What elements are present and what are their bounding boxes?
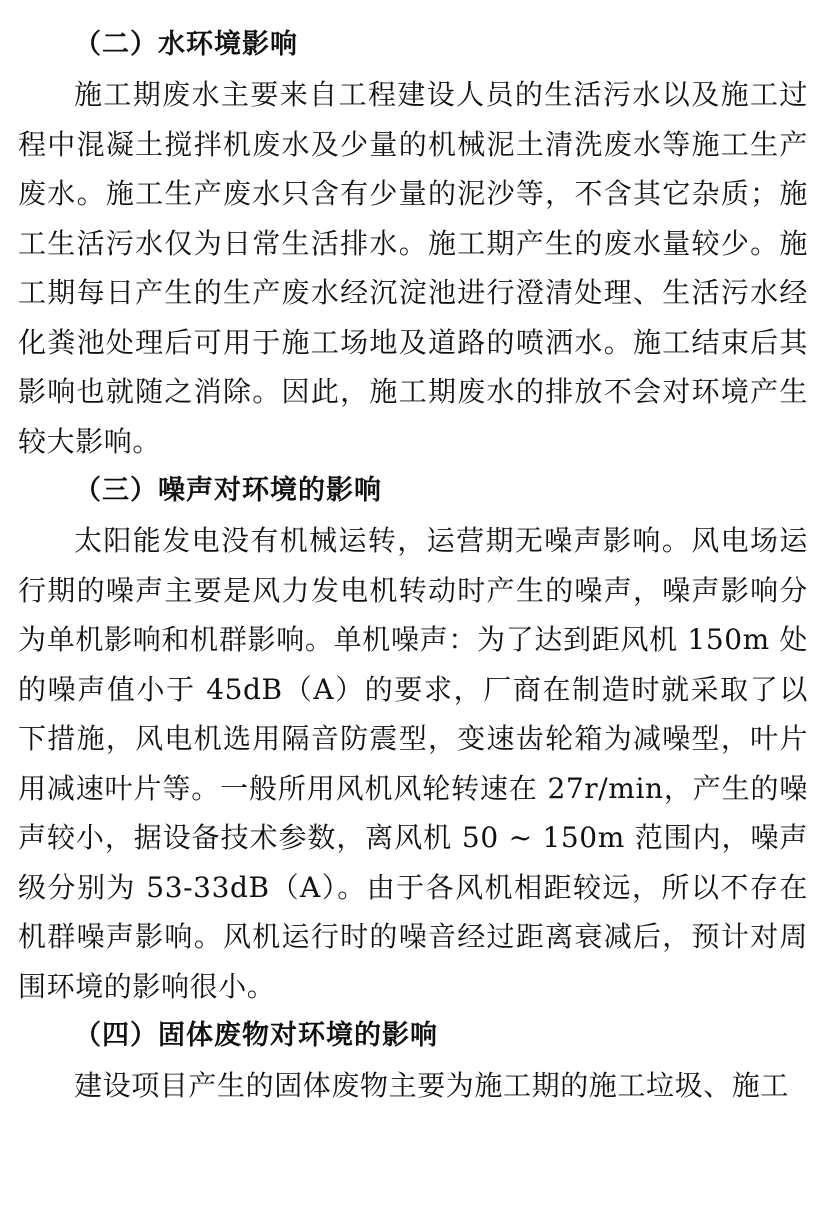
section-paragraph-solid-waste: 建设项目产生的固体废物主要为施工期的施工垃圾、施工 xyxy=(74,1069,790,1102)
section-paragraph-water: 施工期废水主要来自工程建设人员的生活污水以及施工过程中混凝土搅拌机废水及少量的机械泥土清洗废水等施工生产废水。施工生产废水只含有少量的泥沙等，不含其它杂质；施工生活污水仅为日常生活排水。施工期产生的废水量较少。施工期每日产生的生产废水经沉淀池进行澄清处理、生活污水经化粪池处理后可用于施工场地及道路的喷洒水。施工结束后其影响也就随之消除。因此，施工期废水的排放不会对环境产生较大影响。 xyxy=(18,78,808,458)
document-page xyxy=(18,20,808,1111)
section-solid-waste xyxy=(18,1011,808,1111)
section-water-environment xyxy=(18,20,808,466)
section-heading-water: （二）水环境影响 xyxy=(74,29,298,60)
section-noise-environment xyxy=(18,466,808,1011)
section-heading-solid-waste: （四）固体废物对环境的影响 xyxy=(74,1020,438,1051)
section-paragraph-noise: 太阳能发电没有机械运转，运营期无噪声影响。风电场运行期的噪声主要是风力发电机转动时产生的噪声，噪声影响分为单机影响和机群影响。单机噪声：为了达到距风机 150m 处的噪声值小于 45dB（A）的要求，厂商在制造时就采取了以下措施，风电机选用隔音防震型，变速齿轮箱为减噪型，叶片用减速叶片等。一般所用风机风轮转速在 27r/min，产生的噪声较小，据设备技术参数，离风机 50 ~ 150m 范围内，噪声级分别为 53-33dB（A）。由于各风机相距较远，所以不存在机群噪声影响。风机运行时的噪音经过距离衰减后，预计对周围环境的影响很小。 xyxy=(18,524,808,1003)
section-heading-noise: （三）噪声对环境的影响 xyxy=(74,475,382,506)
